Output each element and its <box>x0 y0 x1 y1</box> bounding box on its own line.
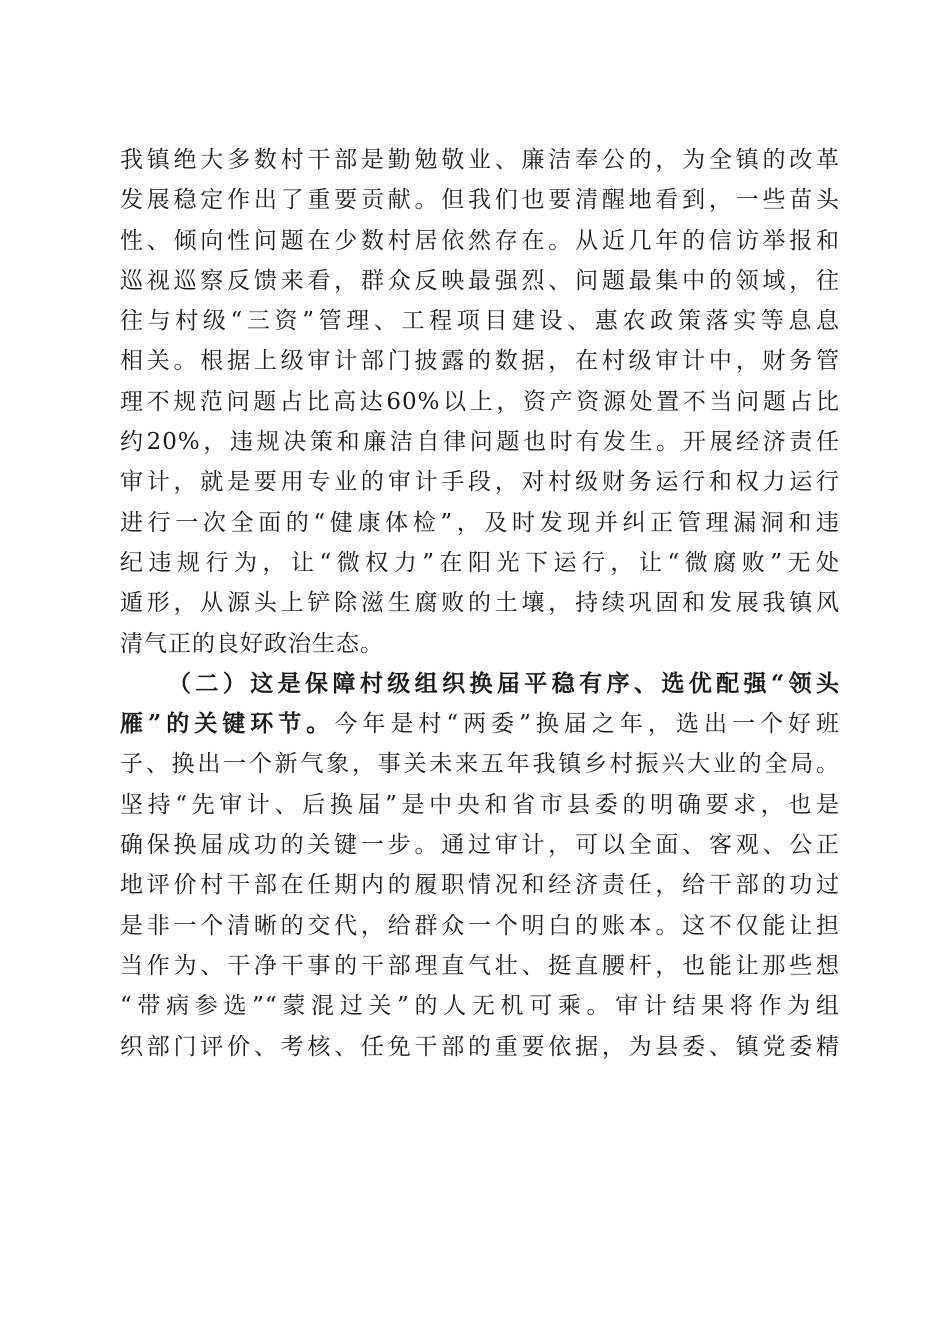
text-line: 当作为、干净干事的干部理直气壮、挺直腰杆，也能让那些想 <box>120 952 840 979</box>
text-line: 确保换届成功的关键一步。通过审计，可以全面、客观、公正 <box>120 832 840 859</box>
text-line: 纪违规行为，让“微权力”在阳光下运行，让“微腐败”无处 <box>120 549 840 576</box>
text-line <box>120 704 840 744</box>
text-line: 理不规范问题占比高达60%以上，资产资源处置不当问题占比 <box>120 388 840 415</box>
text-line: 相关。根据上级审计部门披露的数据，在村级审计中，财务管 <box>120 348 840 375</box>
section-heading-line <box>120 664 840 704</box>
paragraph-1 <box>120 140 840 664</box>
text-line: 发展稳定作出了重要贡献。但我们也要清醒地看到，一些苗头 <box>120 187 840 214</box>
text-line: 清气正的良好政治生态。 <box>120 630 384 657</box>
text-line: 约20%，违规决策和廉洁自律问题也时有发生。开展经济责任 <box>120 429 840 456</box>
text-line: 进行一次全面的“健康体检”，及时发现并纠正管理漏洞和违 <box>120 509 840 536</box>
text-line: 往与村级“三资”管理、工程项目建设、惠农政策落实等息息 <box>120 308 840 335</box>
text-line: “带病参选”“蒙混过关”的人无机可乘。审计结果将作为组 <box>120 993 840 1020</box>
text-line: 地评价村干部在任期内的履职情况和经济责任，给干部的功过 <box>120 872 840 899</box>
text-line: 是非一个清晰的交代，给群众一个明白的账本。这不仅能让担 <box>120 912 840 939</box>
text-line: 遁形，从源头上铲除滋生腐败的土壤，持续巩固和发展我镇风 <box>120 590 840 617</box>
text-line: 性、倾向性问题在少数村居依然存在。从近几年的信访举报和 <box>120 227 840 254</box>
text-line: 我镇绝大多数村干部是勤勉敬业、廉洁奉公的，为全镇的改革 <box>120 147 840 173</box>
text-span: 今年是村“两委”换届之年，选出一个好班 <box>334 711 840 738</box>
paragraph-2 <box>120 664 840 1067</box>
text-line: 子、换出一个新气象，事关未来五年我镇乡村振兴大业的全局。 <box>120 751 840 778</box>
text-line: 审计，就是要用专业的审计手段，对村级财务运行和权力运行 <box>120 469 840 496</box>
text-line: 织部门评价、考核、任免干部的重要依据，为县委、镇党委精 <box>120 1033 840 1060</box>
section-heading: （二）这是保障村级组织换届平稳有序、选优配强“领头 <box>168 669 840 697</box>
text-line: 巡视巡察反馈来看，群众反映最强烈、问题最集中的领域，往 <box>120 267 840 294</box>
document-body <box>120 140 840 1067</box>
text-line: 坚持“先审计、后换届”是中央和省市县委的明确要求，也是 <box>120 791 840 818</box>
section-heading-continued: 雁”的关键环节。 <box>120 710 335 738</box>
